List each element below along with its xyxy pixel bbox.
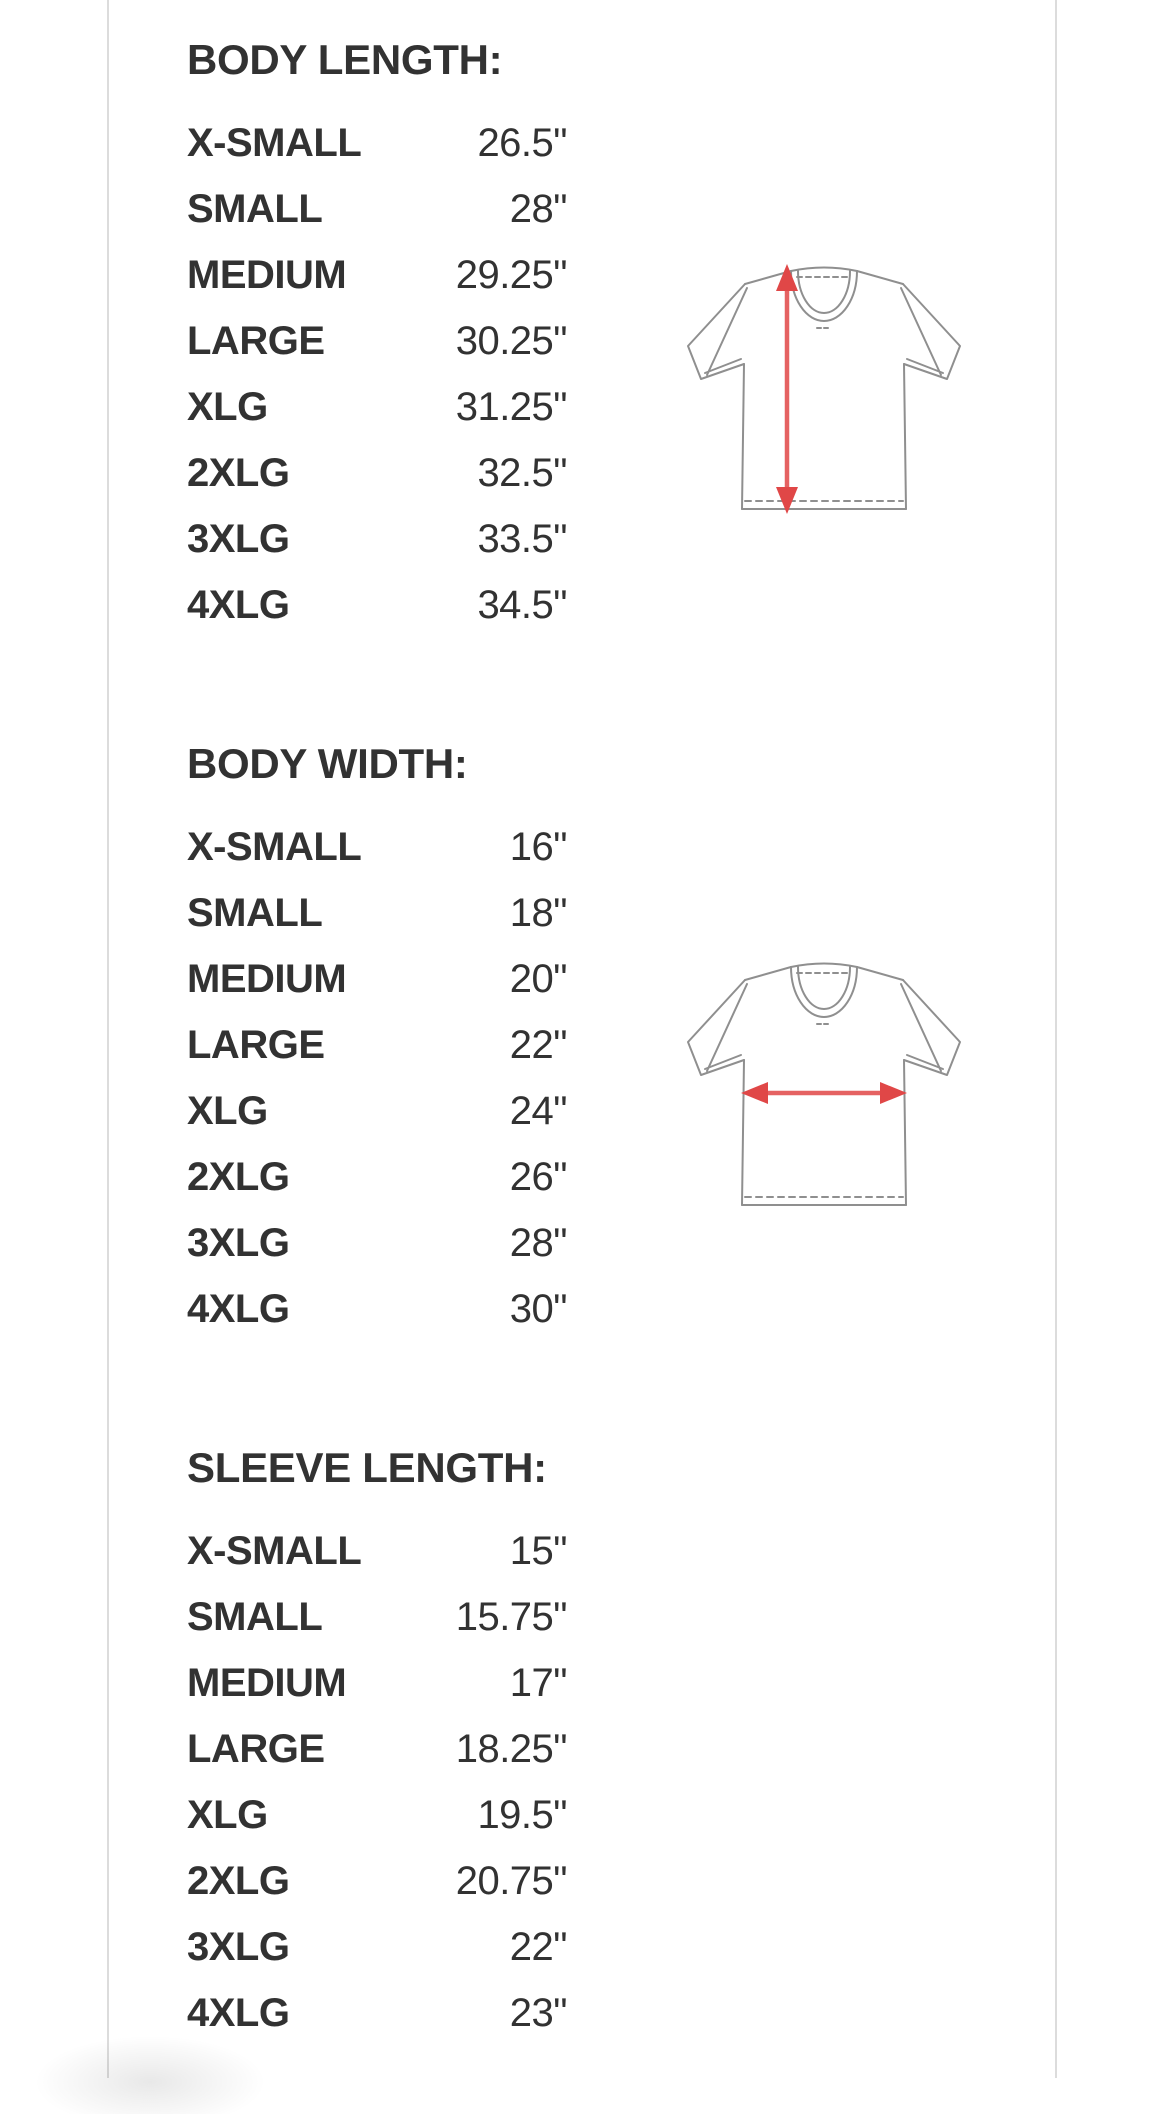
size-row (187, 1980, 567, 2046)
size-row (187, 1650, 567, 1716)
size-section (187, 1442, 1055, 2046)
size-value: 16" (509, 824, 567, 869)
size-row (187, 1914, 567, 1980)
size-value: 18.25" (455, 1726, 567, 1771)
size-row (187, 1848, 567, 1914)
size-row (187, 880, 567, 946)
size-label: 3XLG (187, 516, 290, 561)
size-value: 20" (509, 956, 567, 1001)
size-value: 26.5" (477, 120, 567, 165)
size-row (187, 110, 567, 176)
size-row (187, 506, 567, 572)
size-row (187, 1716, 567, 1782)
size-row (187, 1078, 567, 1144)
size-value: 22" (509, 1924, 567, 1969)
size-label: LARGE (187, 318, 325, 363)
size-label: 2XLG (187, 450, 290, 495)
size-label: X-SMALL (187, 1528, 362, 1573)
size-value: 34.5" (477, 582, 567, 627)
size-label: SMALL (187, 1594, 323, 1639)
size-label: 4XLG (187, 1990, 290, 2035)
size-label: SMALL (187, 890, 323, 935)
size-label: XLG (187, 1792, 268, 1837)
size-value: 20.75" (455, 1858, 567, 1903)
size-row (187, 1012, 567, 1078)
size-label: 3XLG (187, 1220, 290, 1265)
size-row (187, 1518, 567, 1584)
size-rows (187, 110, 567, 638)
tshirt-body-length-diagram (681, 258, 961, 518)
size-value: 29.25" (455, 252, 567, 297)
size-row (187, 1782, 567, 1848)
size-rows (187, 1518, 567, 2046)
size-value: 23" (509, 1990, 567, 2035)
size-row (187, 814, 567, 880)
size-label: 2XLG (187, 1858, 290, 1903)
size-label: XLG (187, 1088, 268, 1133)
size-value: 18" (509, 890, 567, 935)
size-label: 2XLG (187, 1154, 290, 1199)
size-row (187, 1584, 567, 1650)
size-label: 4XLG (187, 582, 290, 627)
size-label: X-SMALL (187, 120, 362, 165)
size-value: 32.5" (477, 450, 567, 495)
size-label: X-SMALL (187, 824, 362, 869)
size-rows (187, 814, 567, 1342)
size-value: 31.25" (455, 384, 567, 429)
tshirt-outline (688, 267, 960, 509)
size-value: 33.5" (477, 516, 567, 561)
size-label: LARGE (187, 1726, 325, 1771)
size-value: 28" (509, 186, 567, 231)
size-value: 15" (509, 1528, 567, 1573)
size-value: 30.25" (455, 318, 567, 363)
size-value: 28" (509, 1220, 567, 1265)
size-row (187, 1276, 567, 1342)
section-title: BODY WIDTH: (187, 740, 468, 787)
tshirt-body-width-diagram (681, 954, 961, 1214)
size-row (187, 176, 567, 242)
size-row (187, 242, 567, 308)
size-value: 17" (509, 1660, 567, 1705)
size-value: 26" (509, 1154, 567, 1199)
size-row (187, 572, 567, 638)
size-row (187, 374, 567, 440)
size-row (187, 1144, 567, 1210)
size-chart-panel (107, 0, 1057, 2078)
section-title: SLEEVE LENGTH: (187, 1444, 547, 1491)
size-label: LARGE (187, 1022, 325, 1067)
size-row (187, 308, 567, 374)
size-label: MEDIUM (187, 1660, 347, 1705)
size-value: 30" (509, 1286, 567, 1331)
size-row (187, 946, 567, 1012)
size-label: MEDIUM (187, 956, 347, 1001)
size-value: 24" (509, 1088, 567, 1133)
size-value: 15.75" (455, 1594, 567, 1639)
tshirt-outline (688, 963, 960, 1205)
size-label: 3XLG (187, 1924, 290, 1969)
size-value: 22" (509, 1022, 567, 1067)
size-value: 19.5" (477, 1792, 567, 1837)
size-row (187, 440, 567, 506)
size-label: XLG (187, 384, 268, 429)
section-title: BODY LENGTH: (187, 36, 503, 83)
size-row (187, 1210, 567, 1276)
size-label: SMALL (187, 186, 323, 231)
size-label: 4XLG (187, 1286, 290, 1331)
size-label: MEDIUM (187, 252, 347, 297)
